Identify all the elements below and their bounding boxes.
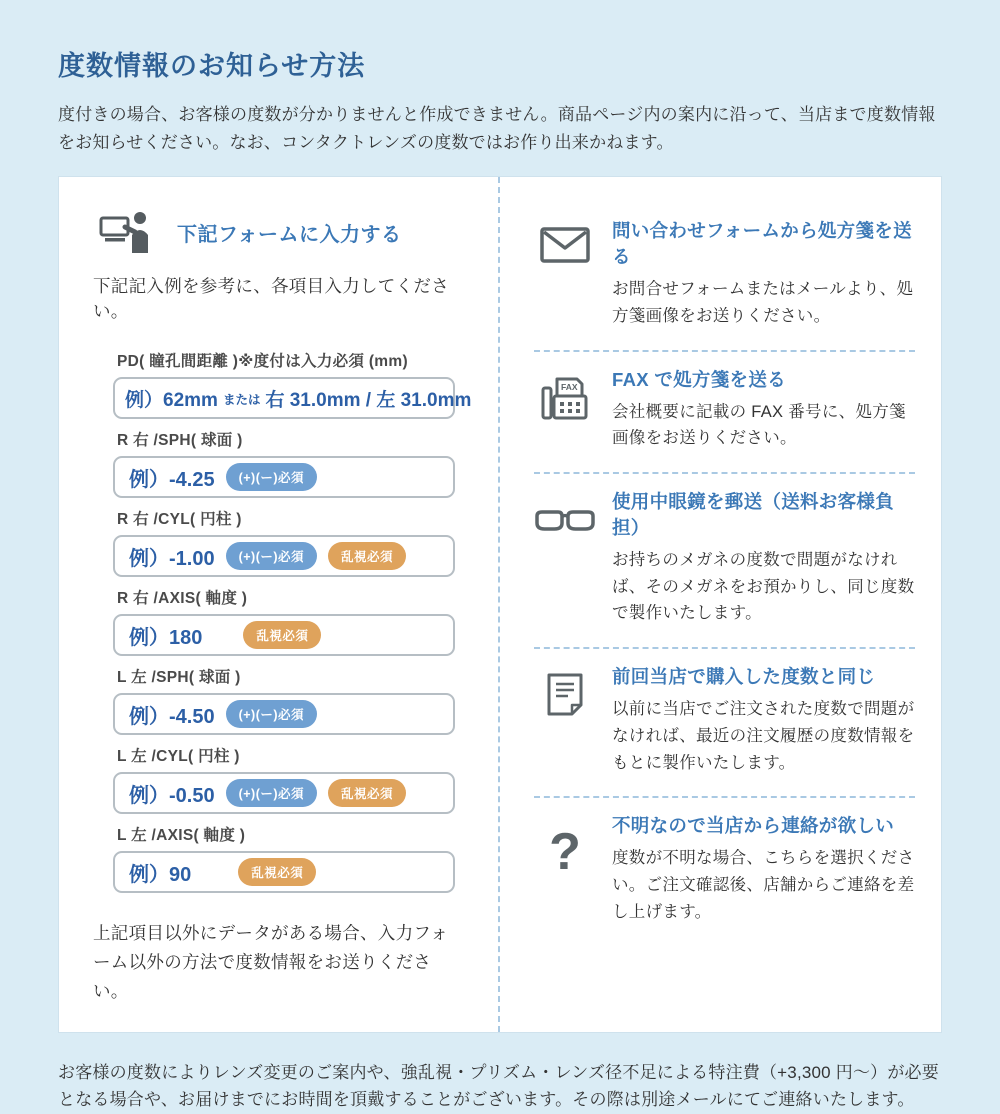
field-pd xyxy=(91,349,472,419)
question-mark-icon: ? xyxy=(549,823,581,882)
plus-minus-required-pill: (+)(ー)必須 xyxy=(226,463,317,491)
astigmatism-required-pill: 乱視必須 xyxy=(328,542,406,570)
astigmatism-required-pill: 乱視必須 xyxy=(243,621,321,649)
envelope-icon xyxy=(534,217,596,329)
example-box-l-sph: 例）-4.50 (+)(ー)必須 xyxy=(113,693,455,735)
example-box-pd: 例）62mm または 右 31.0mm / 左 31.0mm xyxy=(113,377,455,419)
page-title: 度数情報のお知らせ方法 xyxy=(58,51,366,81)
form-instruction: 下記記入例を参考に、各項目入力してください。 xyxy=(93,276,449,322)
method-fax xyxy=(534,350,915,472)
method-contact-form xyxy=(534,203,915,349)
field-r-sph xyxy=(91,428,462,498)
field-r-cyl xyxy=(91,507,462,577)
content-panel xyxy=(58,176,942,1033)
method-body: 度数が不明な場合、こちらを選択ください。ご注文確認後、店舗からご連絡を差し上げます。 xyxy=(612,849,915,921)
field-label: R 右 /AXIS( 軸度 ) xyxy=(117,590,248,608)
method-body: お問合せフォームまたはメールより、処方箋画像をお送りください。 xyxy=(612,280,914,325)
methods-section xyxy=(500,177,941,1032)
field-l-axis xyxy=(91,823,462,893)
method-body: お持ちのメガネの度数で問題がなければ、そのメガネをお預かりし、同じ度数で製作いたします。 xyxy=(612,550,915,623)
example-box-r-axis: 例）180 乱視必須 xyxy=(113,614,455,656)
person-at-computer-icon xyxy=(99,211,151,253)
astigmatism-required-pill: 乱視必須 xyxy=(238,858,316,886)
method-title: 使用中眼鏡を郵送（送料お客様負担） xyxy=(612,490,895,538)
eyeglasses-icon xyxy=(534,488,596,627)
method-title: 前回当店で購入した度数と同じ xyxy=(612,666,876,688)
fax-icon xyxy=(534,366,596,452)
field-r-axis xyxy=(91,586,462,656)
plus-minus-required-pill: (+)(ー)必須 xyxy=(226,700,317,728)
method-body: 以前に当店でご注文された度数で問題がなければ、最近の注文履歴の度数情報をもとに製作いたします。 xyxy=(612,700,915,772)
field-l-cyl xyxy=(91,744,462,814)
method-unknown-contact xyxy=(534,796,915,945)
method-body: 会社概要に記載の FAX 番号に、処方箋画像をお送りください。 xyxy=(612,402,906,448)
plus-minus-required-pill: (+)(ー)必須 xyxy=(226,779,317,807)
example-box-r-cyl: 例）-1.00 (+)(ー)必須 乱視必須 xyxy=(113,535,455,577)
field-label: L 左 /CYL( 円柱 ) xyxy=(117,748,240,766)
form-section xyxy=(59,177,500,1032)
document-icon xyxy=(534,663,596,776)
field-label: R 右 /CYL( 円柱 ) xyxy=(117,511,242,529)
example-box-l-cyl: 例）-0.50 (+)(ー)必須 乱視必須 xyxy=(113,772,455,814)
field-l-sph xyxy=(91,665,462,735)
form-section-header xyxy=(99,211,462,253)
field-label: L 左 /SPH( 球面 ) xyxy=(117,669,241,687)
method-mail-glasses xyxy=(534,472,915,647)
svg-text:FAX: FAX xyxy=(561,381,578,392)
example-box-l-axis: 例）90 乱視必須 xyxy=(113,851,455,893)
astigmatism-required-pill: 乱視必須 xyxy=(328,779,406,807)
example-box-r-sph: 例）-4.25 (+)(ー)必須 xyxy=(113,456,455,498)
intro-text: 度付きの場合、お客様の度数が分かりませんと作成できません。商品ページ内の案内に沿って、当店まで度数情報をお知らせください。なお、コンタクトレンズの度数ではお作り出来かねます。 xyxy=(58,105,936,152)
plus-minus-required-pill: (+)(ー)必須 xyxy=(226,542,317,570)
form-outro: 上記項目以外にデータがある場合、入力フォーム以外の方法で度数情報をお送りください。 xyxy=(93,923,449,1001)
method-title: 問い合わせフォームから処方箋を送る xyxy=(612,220,912,268)
field-label: PD( 瞳孔間距離 )※度付は入力必須 (mm) xyxy=(117,353,408,371)
method-title: 不明なので当店から連絡が欲しい xyxy=(612,815,895,837)
method-previous-order xyxy=(534,647,915,796)
footer-note: お客様の度数によりレンズ変更のご案内や、強乱視・プリズム・レンズ径不足による特注費（+3,300 円〜）が必要となる場合や、お届けまでにお時間を頂戴することがございます。その際は別途メールにてご連絡いたします。 xyxy=(58,1062,939,1110)
field-label: R 右 /SPH( 球面 ) xyxy=(117,432,243,450)
form-heading: 下記フォームに入力する xyxy=(177,223,402,246)
field-label: L 左 /AXIS( 軸度 ) xyxy=(117,827,246,845)
method-title: FAX で処方箋を送る xyxy=(612,368,786,390)
